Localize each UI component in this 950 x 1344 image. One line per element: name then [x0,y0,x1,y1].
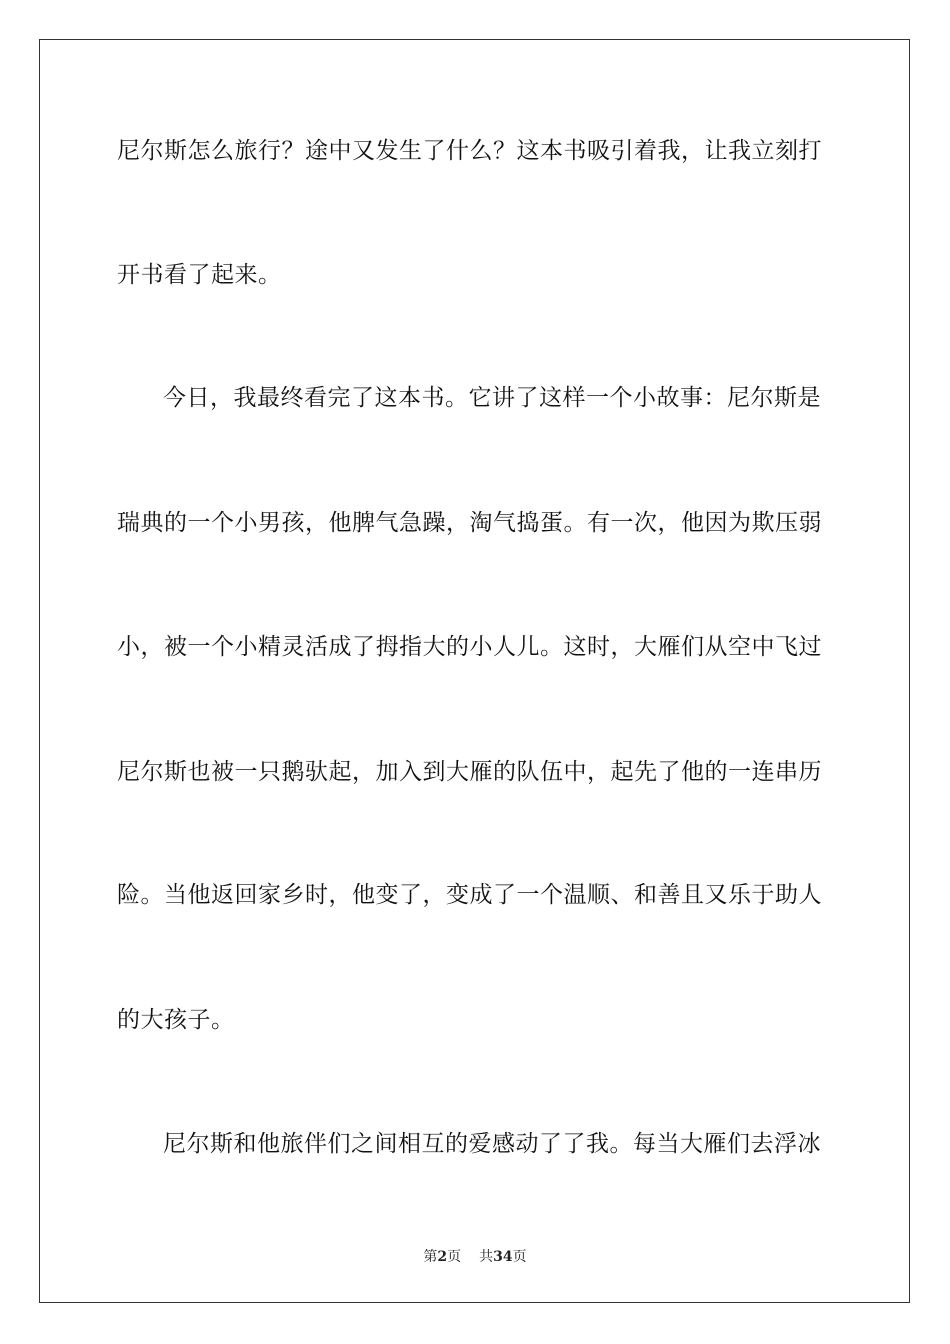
total-pages: 34 [493,1249,513,1265]
page-prefix: 第 [423,1249,438,1265]
page-suffix: 页 [447,1249,462,1265]
paragraph-line: 的大孩子。 [117,1007,235,1033]
page-border [39,39,910,1303]
paragraph-line: 瑞典的一个小男孩，他脾气急躁，淘气捣蛋。有一次，他因为欺压弱 [117,510,822,536]
paragraph-line: 尼尔斯也被一只鹅驮起，加入到大雁的队伍中，起先了他的一连串历 [117,759,822,785]
page-footer [0,1248,950,1266]
paragraph-line: 开书看了起来。 [117,262,282,288]
paragraph-line: 尼尔斯怎么旅行？途中又发生了什么？这本书吸引着我，让我立刻打 [117,138,822,164]
paragraph-first-line: 尼尔斯和他旅伴们之间相互的爱感动了了我。每当大雁们去浮冰 [163,1131,821,1157]
paragraph-first-line: 今日，我最终看完了这本书。它讲了这样一个小故事：尼尔斯是 [163,385,821,411]
paragraph-line: 小，被一个小精灵活成了拇指大的小人儿。这时，大雁们从空中飞过 [117,634,822,660]
page-number: 2 [437,1249,448,1265]
total-suffix: 页 [512,1249,527,1265]
paragraph-line: 险。当他返回家乡时，他变了，变成了一个温顺、和善且又乐于助人 [117,882,822,908]
total-prefix: 共 [479,1249,494,1265]
